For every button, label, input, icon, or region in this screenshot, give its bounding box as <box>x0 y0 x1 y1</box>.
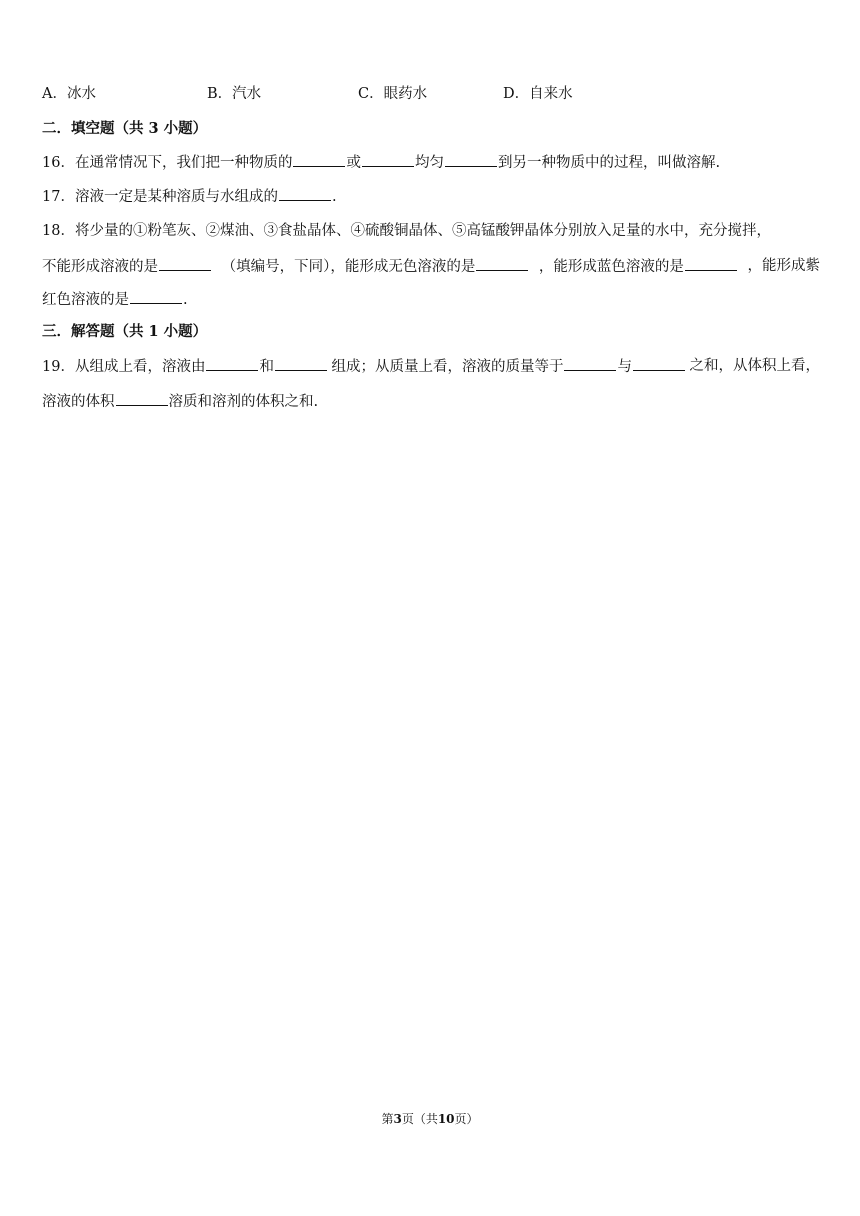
answer-blank <box>445 152 497 167</box>
page-footer <box>0 1110 860 1128</box>
answer-blank <box>293 152 345 167</box>
question-18-line-2 <box>42 256 820 277</box>
footer-middle: 页（共 <box>401 1112 438 1126</box>
option-c: C．眼药水 <box>358 86 428 102</box>
footer-prefix: 第 <box>381 1112 394 1126</box>
question-18-line-3 <box>42 289 820 310</box>
q19-text-2: 和 <box>259 359 274 375</box>
q18-text-6: . <box>183 292 188 308</box>
question-17 <box>42 186 820 207</box>
q19-text-5: 之和，从体积上看， <box>689 358 820 374</box>
footer-total-pages: 10 <box>437 1112 455 1126</box>
answer-blank <box>362 152 414 167</box>
answer-blank <box>275 356 327 371</box>
q16-text-3: 均匀 <box>414 155 444 171</box>
footer-page-number: 3 <box>393 1112 402 1126</box>
option-d: D．自来水 <box>503 86 573 102</box>
q16-text-2: 或 <box>346 155 361 171</box>
answer-blank <box>685 256 737 271</box>
answer-blank <box>159 256 211 271</box>
q16-text-1: 16．在通常情况下，我们把一种物质的 <box>42 155 293 171</box>
section-heading-fill-in: 二．填空题（共 3 小题） <box>42 120 208 137</box>
q18-text-3: ，能形成蓝色溶液的是 <box>538 259 684 275</box>
answer-blank <box>633 356 685 371</box>
answer-blank <box>116 391 168 406</box>
q17-text-1: 17．溶液一定是某种溶质与水组成的 <box>42 189 278 205</box>
q19-text-3: 组成；从质量上看，溶液的质量等于 <box>331 359 564 375</box>
answer-blank <box>279 186 331 201</box>
q16-text-4: 到另一种物质中的过程，叫做溶解. <box>497 155 721 171</box>
q19-text-7: 溶质和溶剂的体积之和. <box>168 394 319 410</box>
q18-text-1: 不能形成溶液的是 <box>42 259 158 275</box>
q19-text-4: 与 <box>617 359 632 375</box>
section-heading-answer: 三．解答题（共 1 小题） <box>42 323 208 340</box>
q19-text-1: 19．从组成上看，溶液由 <box>42 359 206 375</box>
option-b: B．汽水 <box>207 86 262 102</box>
answer-blank <box>564 356 616 371</box>
answer-blank <box>130 289 182 304</box>
q18-text-5: 红色溶液的是 <box>42 292 129 308</box>
answer-blank <box>476 256 528 271</box>
q18-text-4: ，能形成紫 <box>747 258 820 274</box>
question-18-line-1: 18．将少量的①粉笔灰、②煤油、③食盐晶体、④硫酸铜晶体、⑤高锰酸钾晶体分别放入足量的水中，充分搅拌， <box>42 223 771 239</box>
answer-blank <box>206 356 258 371</box>
q19-text-6: 溶液的体积 <box>42 394 115 410</box>
question-19-line-1 <box>42 356 820 377</box>
question-16 <box>42 152 820 173</box>
question-19-line-2 <box>42 391 820 412</box>
q17-text-2: . <box>331 189 337 205</box>
q18-text-2: （填编号，下同），能形成无色溶液的是 <box>221 259 476 275</box>
footer-suffix: 页） <box>454 1112 479 1126</box>
option-a: A．冰水 <box>42 86 96 102</box>
